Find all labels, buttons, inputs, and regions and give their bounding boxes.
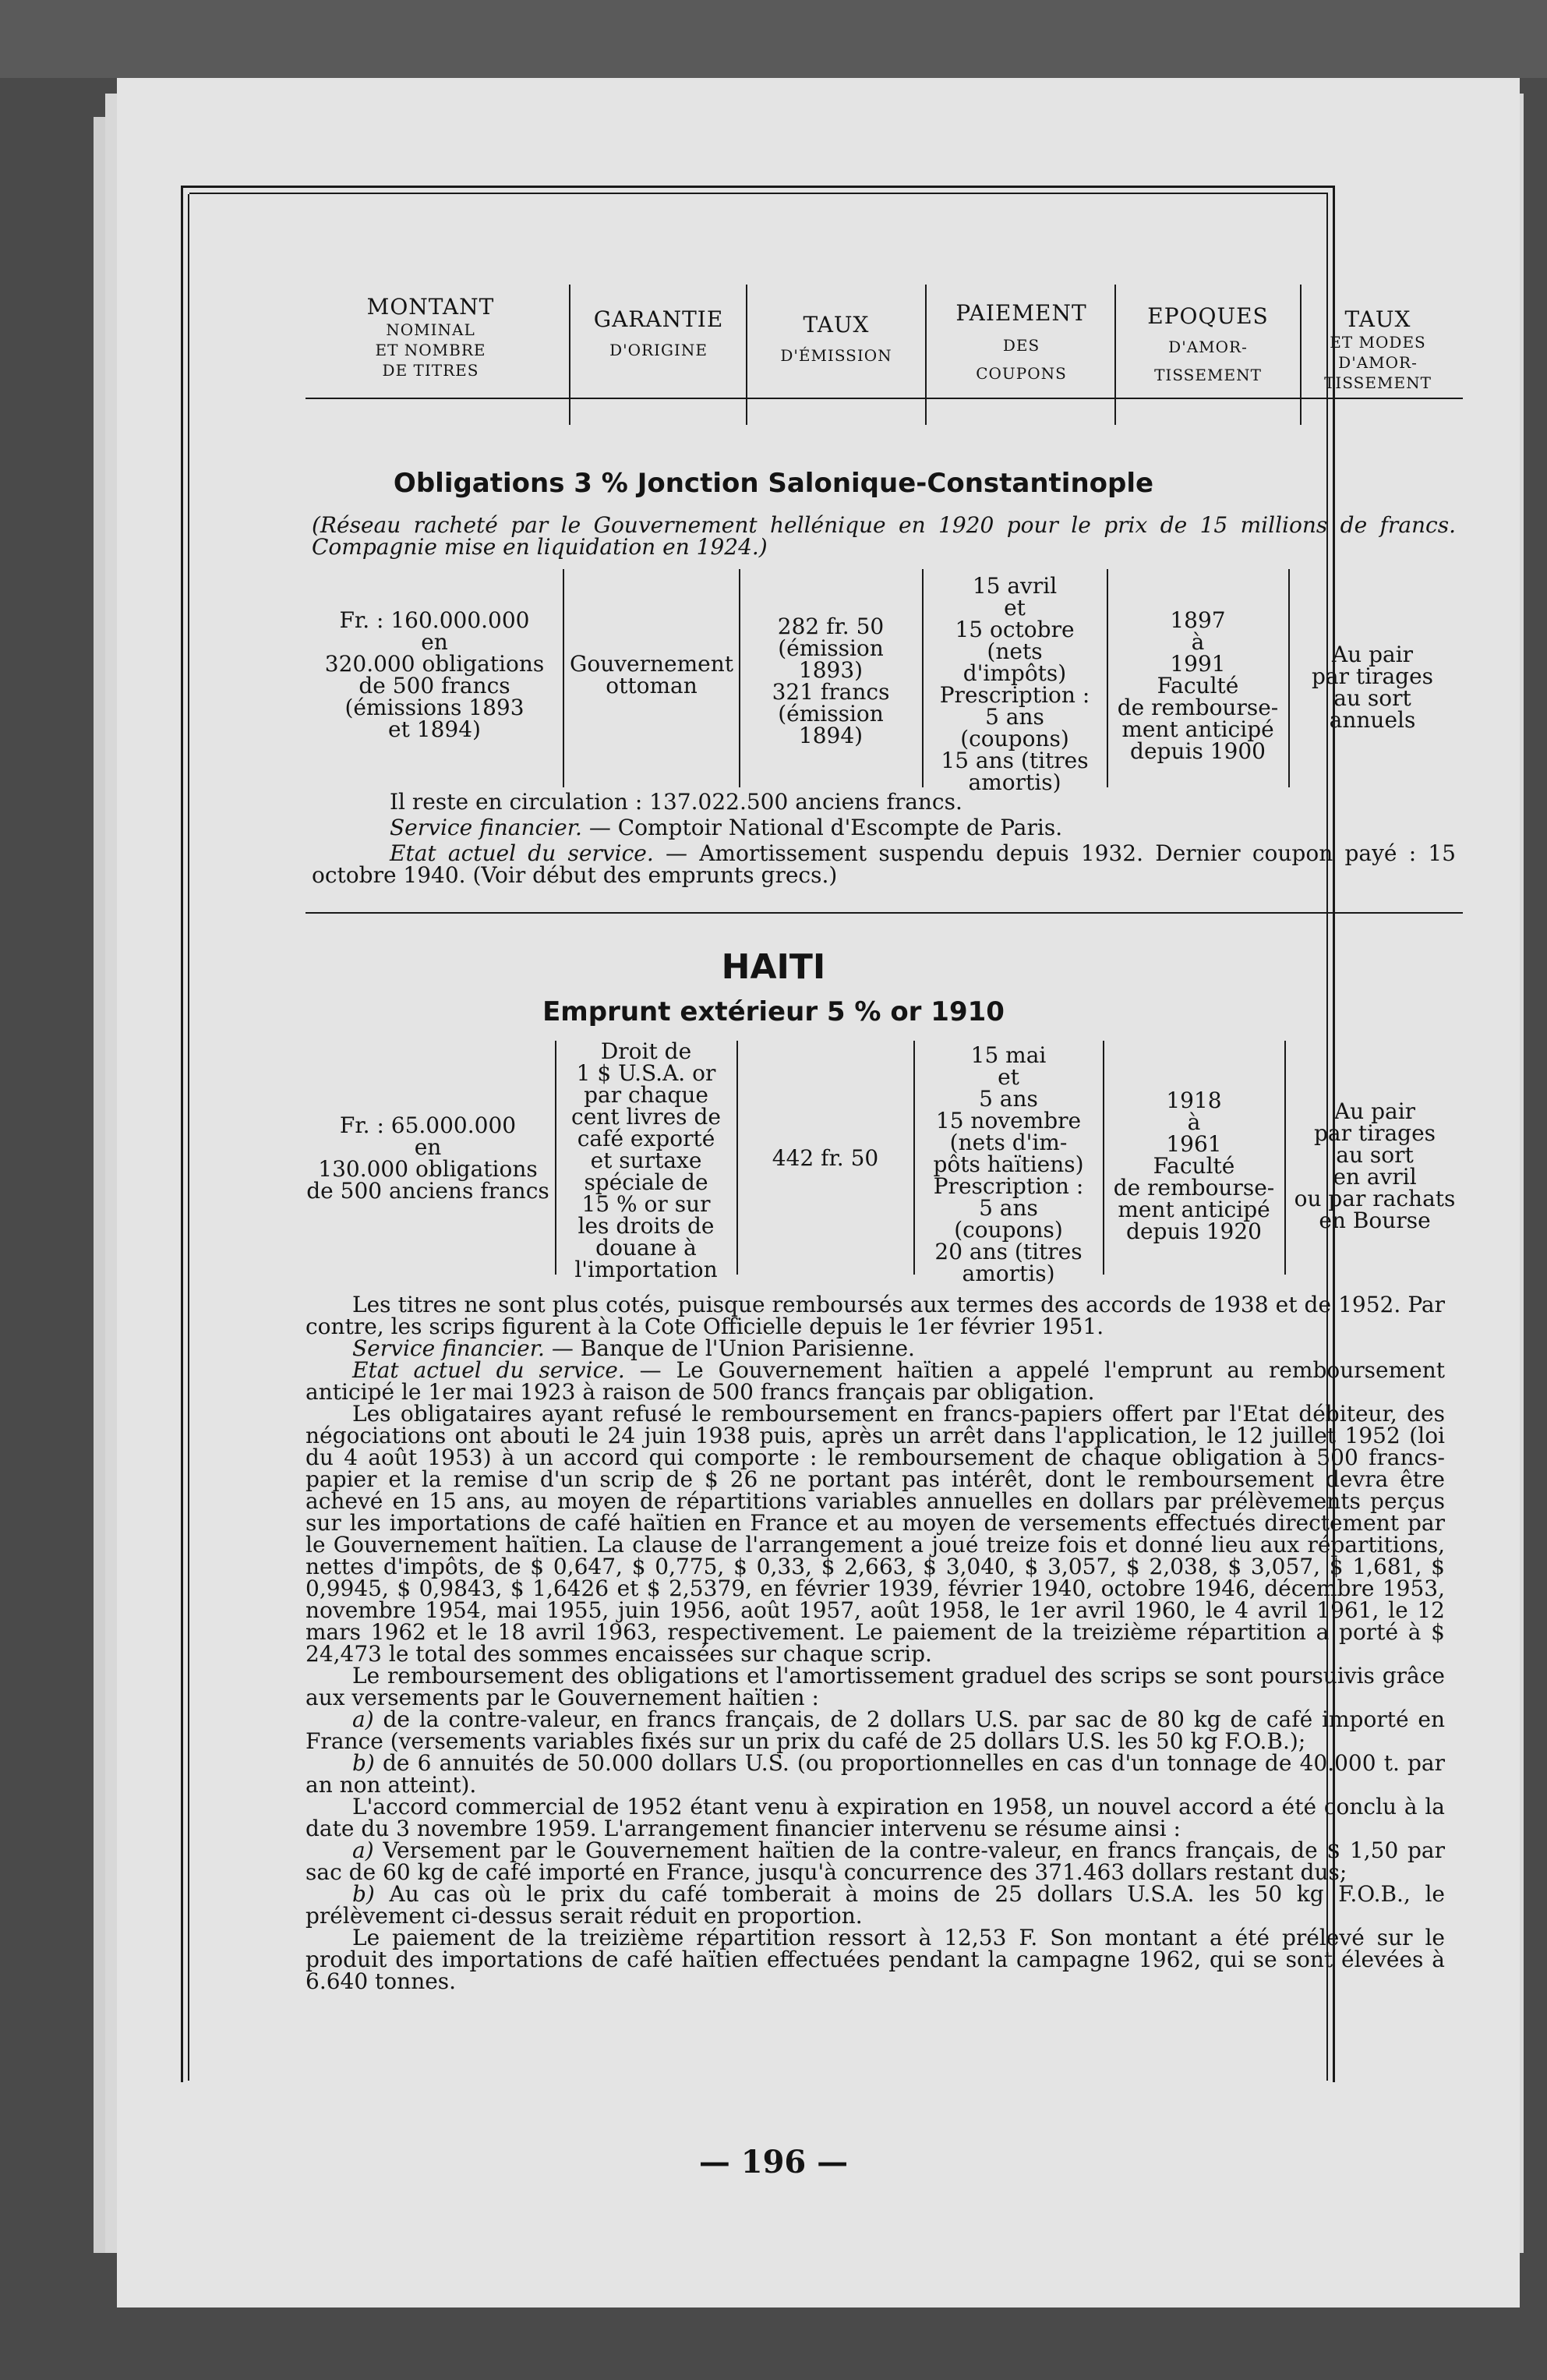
header-montant-sub: NOMINAL [386,320,475,339]
cell-line: 15 % or sur [581,1191,711,1217]
section2-montant [302,1112,553,1204]
paragraph-text: Versement par le Gouvernement haïtien de la contre-valeur, en francs français, de $ 1,50 par sac de 60 kg de café importé en France, jusqu'à concurrence des 371.463 dollars restant dus; [306,1837,1445,1885]
header-paiement-title: PAIEMENT [955,300,1087,326]
header-montant [300,285,561,398]
paragraph-label: a) [352,1706,374,1732]
section2-paiement [916,1042,1101,1286]
cell-line: 282 fr. 50 [777,614,885,639]
cell-line: 1 $ U.S.A. or [576,1060,716,1086]
paragraph-label: Etat actuel du service. [352,1357,625,1383]
header-taux-sub: D'ÉMISSION [780,346,892,365]
section1-subtitle: (Réseau racheté par le Gouvernement hellénique en 1920 pour le prix de 15 millions de francs. Compagnie mise en liquidation en 1924.) [312,512,1456,560]
cell-line: l'importation [574,1257,718,1282]
header-modes [1304,285,1452,398]
header-paiement-sub: DES [1002,336,1040,355]
cell-line: 1894) [798,723,864,748]
header-modes-title: TAUX [1344,306,1411,332]
section2-paragraph [306,1706,1445,1754]
paragraph-text: — Le Gouvernement haïtien a appelé l'emprunt au remboursement anticipé le 1er mai 1923 à raison de 500 francs français par obligation. [306,1357,1445,1405]
section2-paragraph: Les titres ne sont plus cotés, puisque remboursés aux termes des accords de 1938 et de 1952. Par contre, les scrips figurent à la Cote Officielle depuis le 1er février 1951. [306,1292,1445,1339]
cell-line: 5 ans [985,704,1044,730]
section2-country: HAITI [721,947,826,987]
section1-note-service [312,817,1456,839]
cell-line: de 500 anciens francs [306,1178,549,1204]
header-montant-title: MONTANT [366,294,495,320]
column-rule [1288,569,1290,787]
section2-paragraph [306,1335,1445,1361]
cell-line: et [1004,595,1026,621]
cell-line: à [1191,629,1205,655]
cell-line: en [414,1134,442,1160]
cell-line: Faculté [1157,673,1239,698]
cell-line: 1897 [1170,607,1226,633]
frame-inner-rule [189,193,1328,194]
cell-line: 5 ans [979,1195,1038,1221]
section2-garantie [557,1038,735,1282]
cell-line: et 1894) [388,716,481,742]
cell-line: annuels [1329,707,1416,733]
section2-title: Emprunt extérieur 5 % or 1910 [542,996,1005,1027]
cell-line: (émission [778,635,884,661]
cell-line: douane à [595,1235,697,1261]
cell-line: (coupons) [960,726,1069,751]
header-garantie [573,285,744,398]
section1-note-etat [312,840,1456,888]
section1-title: Obligations 3 % Jonction Salonique-Constantinople [393,468,1154,499]
cell-line: les droits de [577,1213,715,1239]
section1-modes [1291,644,1454,731]
cell-line: Gouvernement [569,651,734,677]
cell-line: 15 novembre [935,1108,1082,1133]
cell-line: (émissions 1893 [344,695,524,720]
column-rule [913,1041,915,1275]
cell-line: amortis) [962,1261,1055,1286]
cell-line: d'impôts) [962,660,1067,686]
column-rule [922,569,924,787]
section2-paragraph [306,1837,1445,1885]
section1-epoques [1109,607,1287,764]
cell-line: et surtaxe [590,1148,702,1173]
cell-line: 15 avril [972,573,1058,599]
column-rule [1103,1041,1104,1275]
table-header [300,285,1481,401]
cell-line: au sort [1336,1142,1414,1168]
cell-line: Au pair [1331,642,1414,667]
cell-line: café exporté [577,1126,715,1151]
section1-note-circulation: Il reste en circulation : 137.022.500 anciens francs. [390,789,962,815]
cell-line: cent livres de [571,1104,721,1130]
header-epoques [1118,285,1298,398]
cell-line: 321 francs [772,679,890,705]
section2-paragraph: L'accord commercial de 1952 étant venu à expiration en 1958, un nouvel accord a été conclu à la date du 3 novembre 1959. L'arrangement financier intervenu se résume ainsi : [306,1794,1445,1841]
section-divider [306,912,1463,914]
page-number: — 196 — [698,2144,849,2180]
header-garantie-sub: D'ORIGINE [609,341,708,359]
cell-line: Prescription : [939,682,1090,708]
cell-line: Au pair [1333,1098,1416,1124]
cell-line: (émission [778,701,884,727]
cell-line: 1893) [798,657,864,683]
paragraph-label: b) [352,1750,375,1776]
cell-line: 442 fr. 50 [772,1145,879,1171]
cell-line: (nets d'im- [949,1130,1068,1155]
header-modes-sub: D'AMOR- [1338,353,1418,372]
cell-line: Fr. : 65.000.000 [339,1112,517,1138]
note-text: — Comptoir National d'Escompte de Paris. [581,815,1063,840]
cell-line: 320.000 obligations [324,651,545,677]
cell-line: de rembourse- [1117,695,1279,720]
cell-line: ottoman [606,673,698,698]
cell-line: 1991 [1170,651,1226,677]
paragraph-text: de 6 annuités de 50.000 dollars U.S. (ou proportionnelles en cas d'un tonnage de 40.000 t. par an non atteint). [306,1750,1445,1798]
cell-line: 1918 [1166,1087,1222,1113]
header-garantie-title: GARANTIE [593,306,724,332]
cell-line: depuis 1920 [1126,1218,1262,1244]
cell-line: en [421,629,448,655]
section2-modes [1287,1098,1463,1233]
header-paiement-sub: COUPONS [976,364,1067,383]
header-epoques-sub: TISSEMENT [1154,366,1262,384]
header-epoques-title: EPOQUES [1147,303,1269,329]
cell-line: Droit de [600,1038,692,1064]
paragraph-label: Service financier. [352,1335,545,1361]
cell-line: 130.000 obligations [318,1156,538,1182]
cell-line: de 500 francs [358,673,510,698]
column-rule [925,285,927,425]
cell-line: au sort [1333,685,1411,711]
cell-line: amortis) [968,769,1061,795]
header-montant-sub: ET NOMBRE [375,341,486,359]
column-rule [1114,285,1116,425]
section2-paragraph [306,1357,1445,1405]
cell-line: depuis 1900 [1130,738,1266,764]
cell-line: 1961 [1166,1131,1222,1157]
cell-line: en avril [1333,1164,1417,1190]
column-rule [1300,285,1302,425]
cell-line: de rembourse- [1113,1175,1275,1201]
section1-garantie [565,653,738,697]
header-taux-emission [751,285,922,398]
paragraph-text: Au cas où le prix du café tomberait à moins de 25 dollars U.S.A. les 50 kg F.O.B., le prélèvement ci-dessus serait réduit en proportion. [306,1881,1445,1929]
column-rule [736,1041,738,1275]
cell-line: par tirages [1311,663,1434,689]
header-modes-sub: TISSEMENT [1324,373,1432,392]
cell-line: et [998,1064,1019,1090]
column-rule [1107,569,1108,787]
cell-line: ment anticipé [1121,716,1274,742]
header-paiement [930,285,1113,398]
note-label: Etat actuel du service. [390,840,654,866]
column-rule [1284,1041,1286,1275]
column-rule [569,285,570,425]
paragraph-text: — Banque de l'Union Parisienne. [544,1335,915,1361]
cell-line: (nets [987,638,1043,664]
cell-line: 15 ans (titres [941,748,1089,773]
header-epoques-sub: D'AMOR- [1168,338,1248,356]
header-modes-sub: ET MODES [1330,333,1426,352]
cell-line: (coupons) [954,1217,1063,1243]
cell-line: 5 ans [979,1086,1038,1112]
column-rule [555,1041,556,1275]
header-taux-title: TAUX [803,312,870,338]
section2-paragraph: Le paiement de la treizième répartition ressort à 12,53 F. Son montant a été prélevé sur le produit des importations de café haïtien effectuées pendant la campagne 1962, qui se sont élevées à 6.640 tonnes. [306,1925,1445,1994]
section2-paragraph: Le remboursement des obligations et l'amortissement graduel des scrips se sont poursuivis grâce aux versements par le Gouvernement haïtien : [306,1663,1445,1710]
cell-line: en Bourse [1319,1208,1431,1233]
cell-line: Fr. : 160.000.000 [339,607,530,633]
cell-line: 15 mai [970,1042,1047,1068]
paragraph-label: a) [352,1837,374,1863]
cell-line: spéciale de [584,1169,708,1195]
section2-paragraph: Les obligataires ayant refusé le remboursement en francs-papiers offert par l'Etat débiteur, des négociations ont abouti le 24 juin 1938 puis, après un arrêt dans l'application, le 12 juillet 1952 (loi du 4 août 1953) à un accord qui comporte : le remboursement de chaque obligation à 500 francs-papier et la remise d'un scrip de $ 26 ne portant pas intérêt, dont le remboursement devra être achevé en 15 ans, au moyen de répartitions variables annuelles en dollars par prélèvements perçus sur les importations de café haïtien en France et au moyen de versements effectués directement par le Gouvernement haïtien. La clause de l'arrangement a joué treize fois et donné lieu aux répartitions, nettes d'impôts, de $ 0,647, $ 0,775, $ 0,33, $ 2,663, $ 3,040, $ 3,057, $ 2,038, $ 3,057, $ 1,681, $ 0,9945, $ 0,9843, $ 1,6426 et $ 2,5379, en février 1939, février 1940, octobre 1946, décembre 1953, novembre 1954, mai 1955, juin 1956, août 1957, août 1958, le 1er avril 1960, le 4 avril 1961, le 12 mars 1962 et le 18 avril 1963, respectivement. Le paiement de la treizième répartition a porté à $ 24,473 le total des sommes encaissées sur chaque scrip. [306,1401,1445,1667]
cell-line: ou par rachats [1294,1186,1456,1211]
cell-line: ment anticipé [1118,1197,1270,1222]
section1-taux [742,616,920,747]
column-rule [746,285,747,425]
cell-line: par chaque [584,1082,708,1108]
cell-line: 15 octobre [955,617,1075,642]
section1-notes [312,791,1456,886]
section1-montant [308,607,561,742]
section1-paiement [924,575,1105,794]
header-montant-sub: DE TITRES [382,361,479,380]
paragraph-text: de la contre-valeur, en francs français, de 2 dollars U.S. par sac de 80 kg de café importé en France (versements variables fixés sur un prix du café de 25 dollars U.S. les 50 kg F.O.B.); [306,1706,1445,1754]
column-rule [739,569,740,787]
scan-background [0,0,1547,78]
section2-paragraph [306,1883,1445,1927]
cell-line: pôts haïtiens) [933,1151,1084,1177]
header-bottom-rule [306,398,1463,399]
section2-body [306,1294,1445,1993]
note-label: Service financier. [390,815,582,840]
section2-taux [739,1145,912,1171]
cell-line: 20 ans (titres [934,1239,1083,1264]
cell-line: par tirages [1313,1120,1436,1146]
column-rule [563,569,564,787]
section2-paragraph [306,1752,1445,1796]
cell-line: à [1187,1109,1201,1135]
cell-line: Faculté [1153,1153,1235,1179]
paragraph-label: b) [352,1881,375,1907]
section2-epoques [1105,1087,1283,1244]
note-text: — Amortissement suspendu depuis 1932. Dernier coupon payé : 15 octobre 1940. (Voir début des emprunts grecs.) [312,840,1456,888]
cell-line: Prescription : [933,1173,1084,1199]
